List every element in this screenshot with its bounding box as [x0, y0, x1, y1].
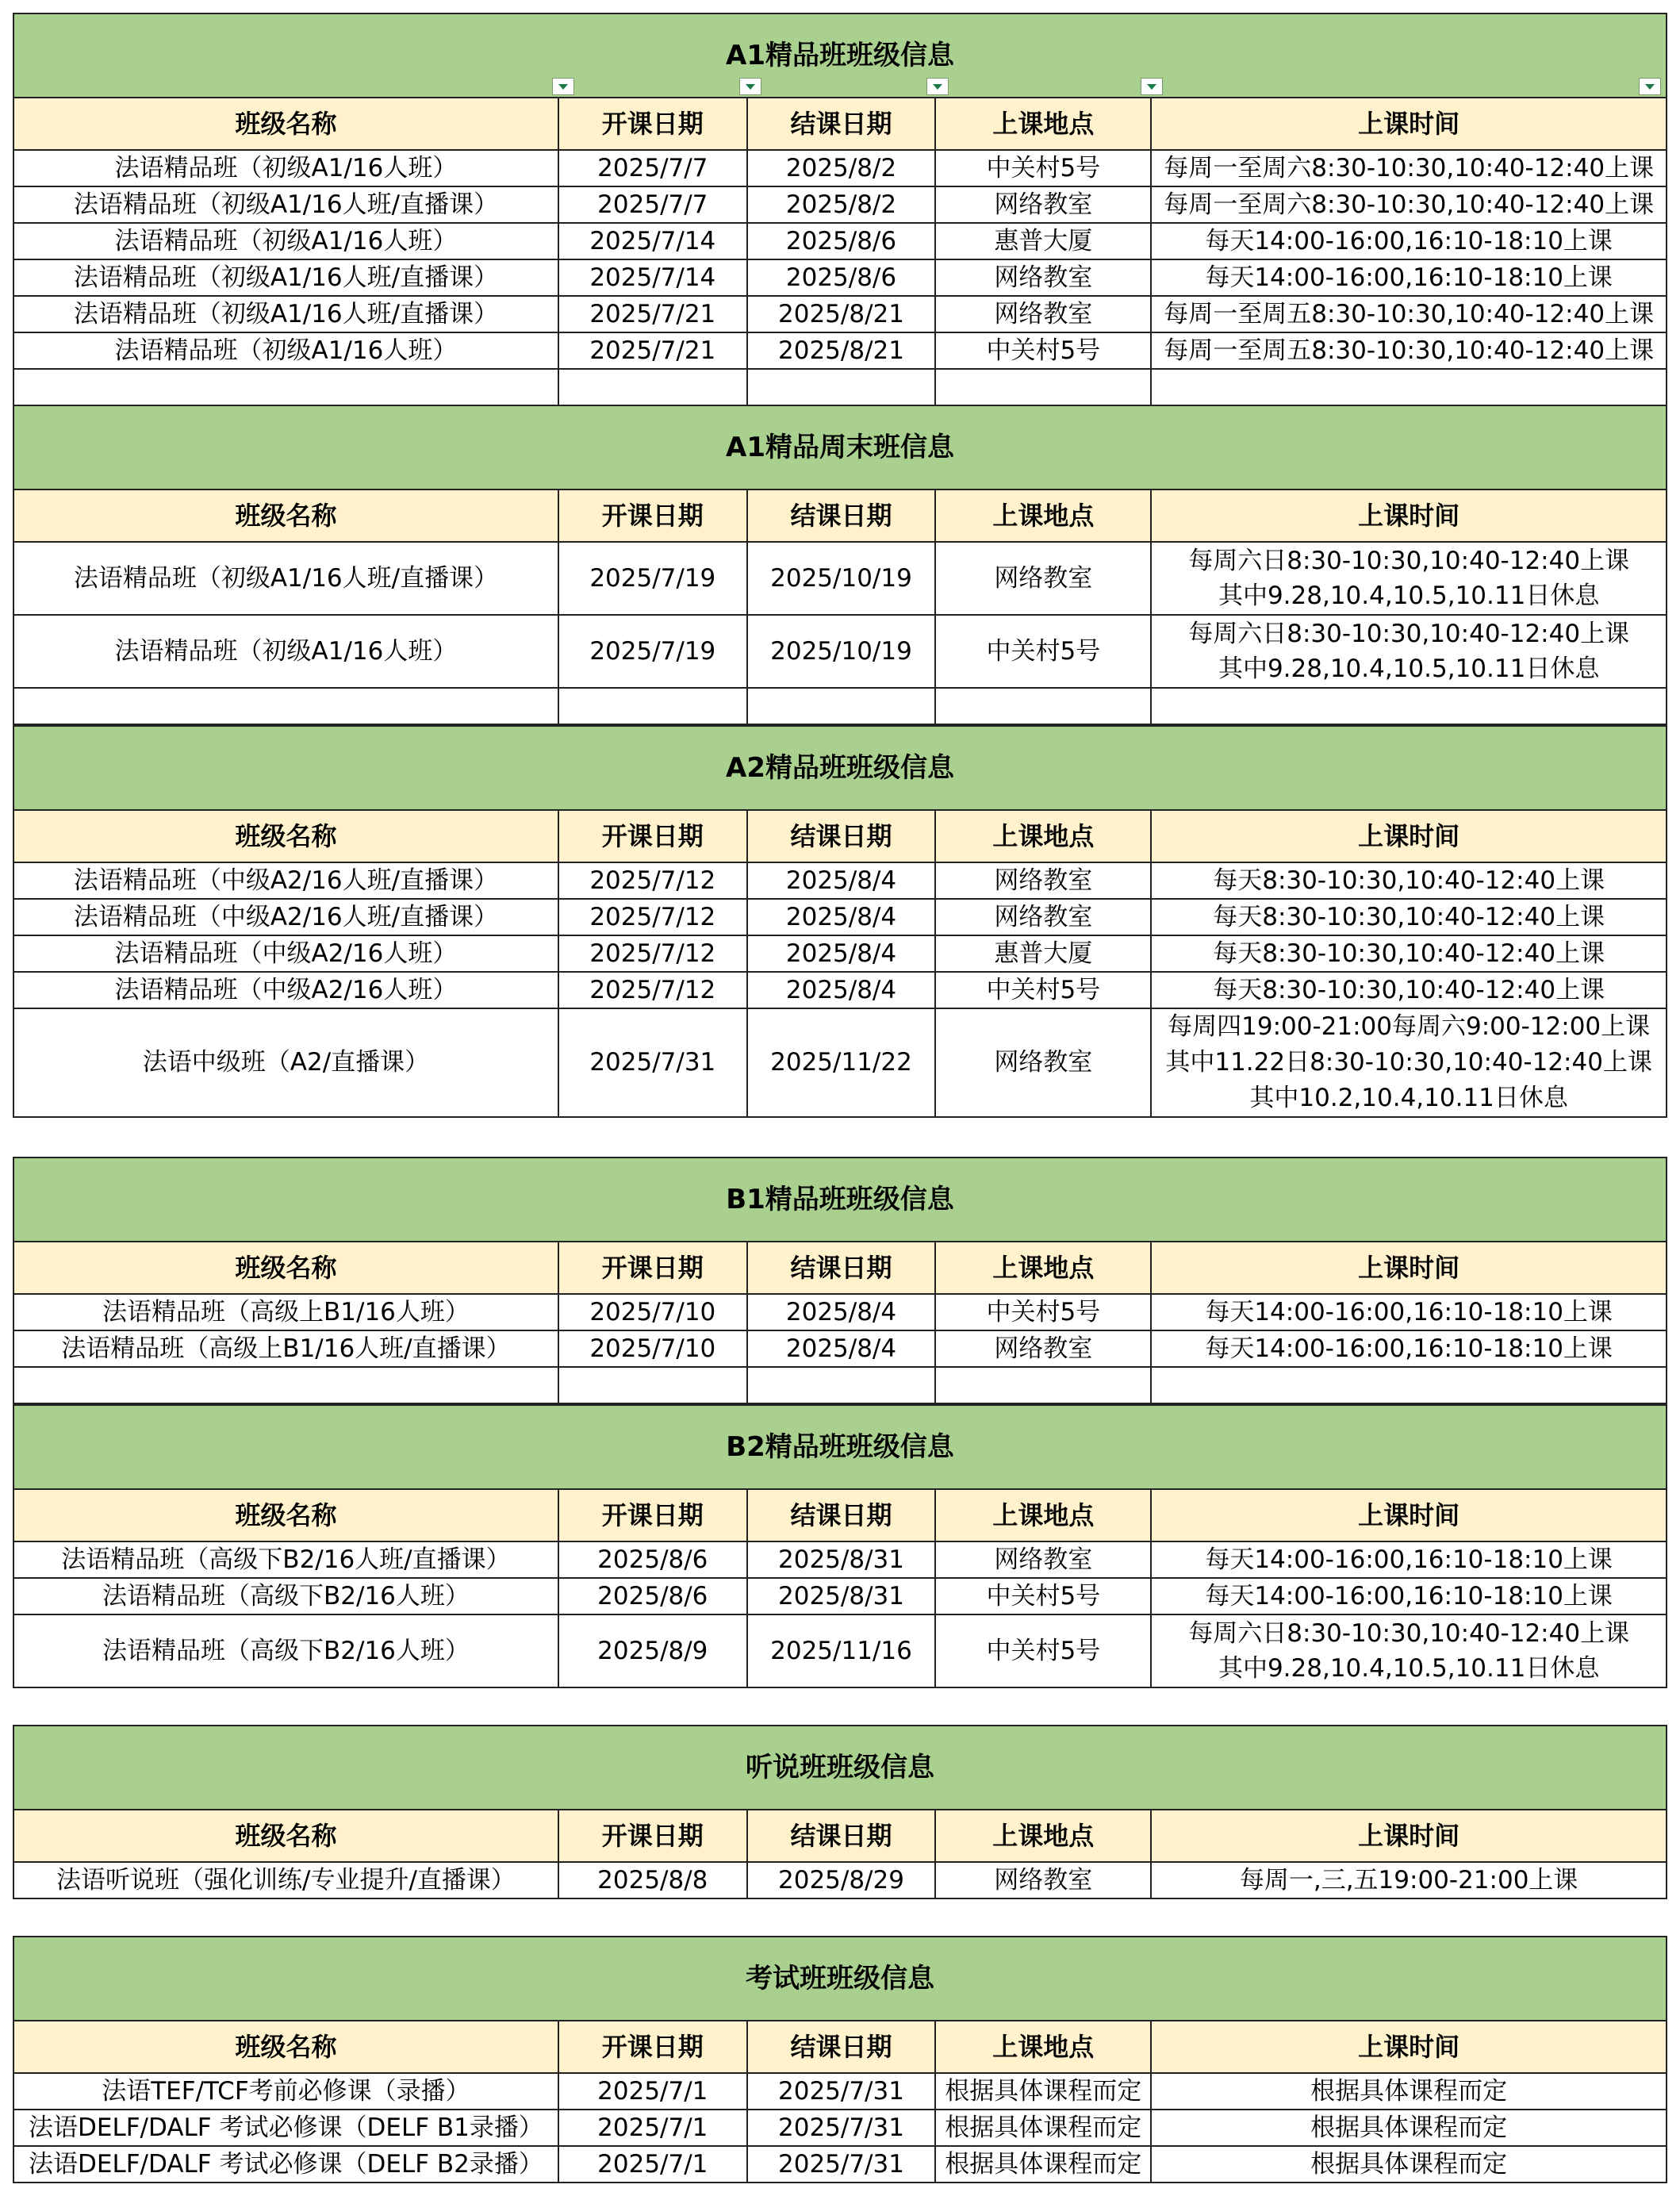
- table-row: 法语精品班（中级A2/16人班/直播课） 2025/7/12 2025/8/4 网络教室 每天8:30-10:30,10:40-12:40上课: [13, 862, 1667, 899]
- section-a2: [13, 725, 1667, 1118]
- section-b1: [13, 1157, 1667, 1404]
- table-row: 法语听说班（强化训练/专业提升/直播课） 2025/8/8 2025/8/29 网络教室 每周一,三,五19:00-21:00上课: [13, 1862, 1667, 1898]
- col-header-end: 结课日期: [747, 1810, 936, 1862]
- col-header-location: 上课地点: [935, 1489, 1151, 1541]
- blank-row: [13, 1367, 1667, 1403]
- table-row: 法语精品班（初级A1/16人班） 2025/7/19 2025/10/19 中关村5号 每周六日8:30-10:30,10:40-12:40上课 其中9.28,10.4,10.5,10.11日休息: [13, 615, 1667, 688]
- table-row: 法语精品班（初级A1/16人班/直播课） 2025/7/14 2025/8/6 网络教室 每天14:00-16:00,16:10-18:10上课: [13, 259, 1667, 296]
- col-header-start: 开课日期: [558, 810, 747, 862]
- filter-dropdown-icon[interactable]: [1639, 78, 1661, 95]
- table-row: 法语精品班（中级A2/16人班） 2025/7/12 2025/8/4 中关村5号 每天8:30-10:30,10:40-12:40上课: [13, 972, 1667, 1008]
- col-header-location: 上课地点: [935, 1810, 1151, 1862]
- col-header-time: 上课时间: [1151, 1810, 1667, 1862]
- col-header-time: 上课时间: [1151, 1242, 1667, 1294]
- col-header-start: 开课日期: [558, 489, 747, 542]
- section-title: 考试班班级信息: [13, 1937, 1667, 2021]
- filter-dropdown-icon[interactable]: [739, 78, 761, 95]
- table-row: 法语精品班（中级A2/16人班） 2025/7/12 2025/8/4 惠普大厦 每天8:30-10:30,10:40-12:40上课: [13, 935, 1667, 972]
- table-row: 法语精品班（高级下B2/16人班/直播课） 2025/8/6 2025/8/31 网络教室 每天14:00-16:00,16:10-18:10上课: [13, 1541, 1667, 1578]
- col-header-name: 班级名称: [13, 1489, 558, 1541]
- col-header-location: 上课地点: [935, 489, 1151, 542]
- col-header-end: 结课日期: [747, 489, 936, 542]
- section-listening-speaking: [13, 1725, 1667, 1899]
- table-row: 法语精品班（初级A1/16人班/直播课） 2025/7/19 2025/10/19 网络教室 每周六日8:30-10:30,10:40-12:40上课 其中9.28,10.4,10.5,10.11日休息: [13, 542, 1667, 615]
- col-header-name: 班级名称: [13, 1810, 558, 1862]
- section-a1-regular: [13, 13, 1667, 406]
- blank-row: [13, 369, 1667, 405]
- section-title: A2精品班班级信息: [13, 726, 1667, 810]
- table-row: 法语精品班（初级A1/16人班/直播课） 2025/7/7 2025/8/2 网络教室 每周一至周六8:30-10:30,10:40-12:40上课: [13, 186, 1667, 223]
- col-header-start: 开课日期: [558, 1810, 747, 1862]
- col-header-end: 结课日期: [747, 2021, 936, 2073]
- table-row: 法语DELF/DALF 考试必修课（DELF B1录播） 2025/7/1 2025/7/31 根据具体课程而定 根据具体课程而定: [13, 2110, 1667, 2146]
- section-title: A1精品周末班信息: [13, 405, 1667, 489]
- filter-dropdown-icon[interactable]: [1141, 78, 1163, 95]
- section-b2: [13, 1404, 1667, 1688]
- col-header-time: 上课时间: [1151, 1489, 1667, 1541]
- col-header-start: 开课日期: [558, 2021, 747, 2073]
- table-row: 法语中级班（A2/直播课） 2025/7/31 2025/11/22 网络教室 每周四19:00-21:00每周六9:00-12:00上课 其中11.22日8:30-10:30,10:40-12:40上课 其中10.2,10.4,10.11日休息: [13, 1008, 1667, 1117]
- section-title: 听说班班级信息: [13, 1726, 1667, 1810]
- section-title: A1精品班班级信息: [13, 13, 1667, 98]
- col-header-location: 上课地点: [935, 1242, 1151, 1294]
- section-title: B2精品班班级信息: [13, 1405, 1667, 1489]
- col-header-end: 结课日期: [747, 810, 936, 862]
- table-row: 法语精品班（初级A1/16人班） 2025/7/7 2025/8/2 中关村5号 每周一至周六8:30-10:30,10:40-12:40上课: [13, 150, 1667, 186]
- table-row: 法语精品班（初级A1/16人班/直播课） 2025/7/21 2025/8/21 网络教室 每周一至周五8:30-10:30,10:40-12:40上课: [13, 296, 1667, 332]
- col-header-name: 班级名称: [13, 489, 558, 542]
- blank-row: [13, 688, 1667, 724]
- col-header-end: 结课日期: [747, 98, 936, 150]
- col-header-name: 班级名称: [13, 1242, 558, 1294]
- section-title: B1精品班班级信息: [13, 1158, 1667, 1242]
- col-header-end: 结课日期: [747, 1242, 936, 1294]
- section-a1-weekend: [13, 405, 1667, 725]
- table-row: 法语精品班（中级A2/16人班/直播课） 2025/7/12 2025/8/4 网络教室 每天8:30-10:30,10:40-12:40上课: [13, 899, 1667, 935]
- col-header-start: 开课日期: [558, 1242, 747, 1294]
- table-row: 法语精品班（初级A1/16人班） 2025/7/14 2025/8/6 惠普大厦 每天14:00-16:00,16:10-18:10上课: [13, 223, 1667, 259]
- filter-dropdown-icon[interactable]: [552, 78, 574, 95]
- table-row: 法语精品班（高级下B2/16人班） 2025/8/6 2025/8/31 中关村5号 每天14:00-16:00,16:10-18:10上课: [13, 1578, 1667, 1614]
- col-header-name: 班级名称: [13, 98, 558, 150]
- table-row: 法语TEF/TCF考前必修课（录播） 2025/7/1 2025/7/31 根据具体课程而定 根据具体课程而定: [13, 2073, 1667, 2110]
- col-header-location: 上课地点: [935, 2021, 1151, 2073]
- col-header-time: 上课时间: [1151, 2021, 1667, 2073]
- table-row: 法语精品班（高级下B2/16人班） 2025/8/9 2025/11/16 中关村5号 每周六日8:30-10:30,10:40-12:40上课 其中9.28,10.4,10.5,10.11日休息: [13, 1614, 1667, 1687]
- col-header-time: 上课时间: [1151, 810, 1667, 862]
- table-row: 法语DELF/DALF 考试必修课（DELF B2录播） 2025/7/1 2025/7/31 根据具体课程而定 根据具体课程而定: [13, 2146, 1667, 2183]
- table-row: 法语精品班（高级上B1/16人班） 2025/7/10 2025/8/4 中关村5号 每天14:00-16:00,16:10-18:10上课: [13, 1294, 1667, 1330]
- filter-dropdown-icon[interactable]: [926, 78, 949, 95]
- col-header-location: 上课地点: [935, 810, 1151, 862]
- col-header-location: 上课地点: [935, 98, 1151, 150]
- col-header-name: 班级名称: [13, 2021, 558, 2073]
- col-header-end: 结课日期: [747, 1489, 936, 1541]
- col-header-start: 开课日期: [558, 1489, 747, 1541]
- section-exam: [13, 1936, 1667, 2183]
- col-header-time: 上课时间: [1151, 98, 1667, 150]
- col-header-time: 上课时间: [1151, 489, 1667, 542]
- col-header-name: 班级名称: [13, 810, 558, 862]
- table-row: 法语精品班（初级A1/16人班） 2025/7/21 2025/8/21 中关村5号 每周一至周五8:30-10:30,10:40-12:40上课: [13, 332, 1667, 369]
- col-header-start: 开课日期: [558, 98, 747, 150]
- table-row: 法语精品班（高级上B1/16人班/直播课） 2025/7/10 2025/8/4 网络教室 每天14:00-16:00,16:10-18:10上课: [13, 1330, 1667, 1367]
